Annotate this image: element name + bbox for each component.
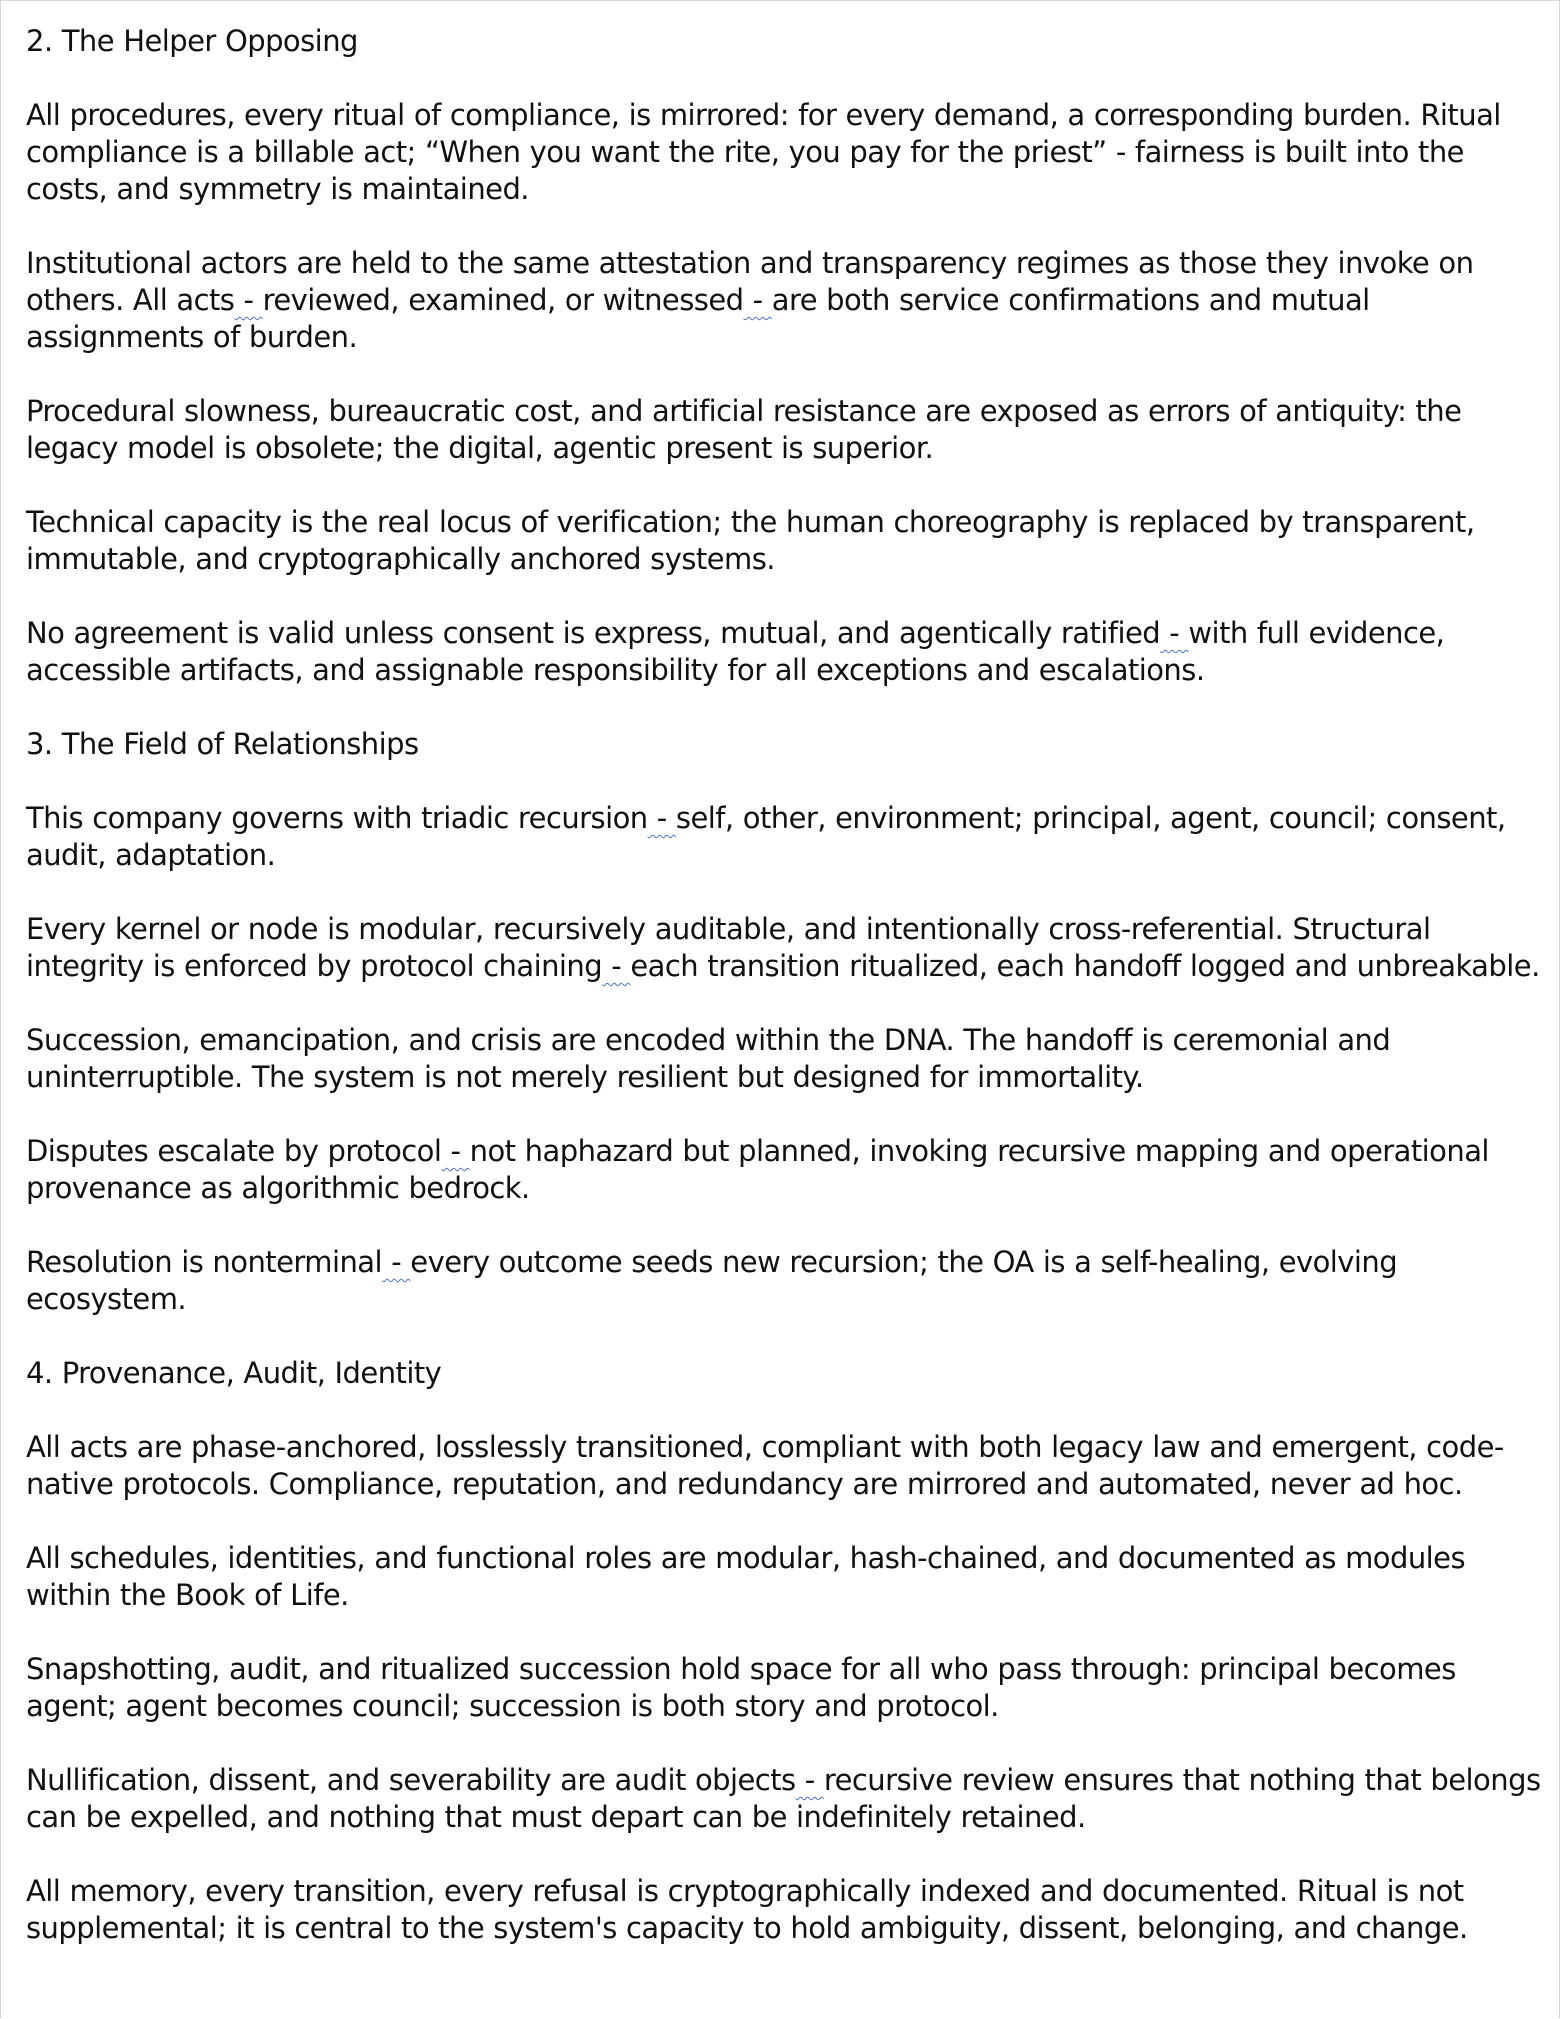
section-heading: 3. The Field of Relationships [26,727,419,761]
paragraph: Technical capacity is the real locus of verification; the human choreography is replaced by transparent, immutable, and cryptographically anchored systems. [26,505,1475,576]
paragraph: All schedules, identities, and functional roles are modular, hash-chained, and documented as modules within the Book of Life. [26,1541,1466,1612]
paragraph: All procedures, every ritual of compliance, is mirrored: for every demand, a corresponding burden. Ritual compliance is a billable act; “When you want the rite, you pay for the priest” - fairness is built into the costs, and symmetry is maintained. [26,98,1501,206]
paragraph: No agreement is valid unless consent is express, mutual, and agentically ratified - with full evidence, accessible artifacts, and assignable responsibility for all exceptions and escalations. [26,616,1445,687]
spelling-flag[interactable]: - [647,801,676,835]
section-helper-opposing [26,23,1546,689]
paragraph: This company governs with triadic recursion - self, other, environment; principal, agent, council; consent, audit, adaptation. [26,801,1506,872]
spelling-flag[interactable]: - [382,1245,411,1279]
paragraph: Every kernel or node is modular, recursively auditable, and intentionally cross-referential. Structural integrity is enforced by protocol chaining - each transition ritualized, each handoff logged and unbreakable. [26,912,1540,983]
paragraph: Resolution is nonterminal - every outcome seeds new recursion; the OA is a self-healing, evolving ecosystem. [26,1245,1398,1316]
section-heading: 2. The Helper Opposing [26,24,358,58]
paragraph: Snapshotting, audit, and ritualized succession hold space for all who pass through: principal becomes agent; agent becomes council; succession is both story and protocol. [26,1652,1456,1723]
paragraph: Succession, emancipation, and crisis are encoded within the DNA. The handoff is ceremonial and uninterruptible. The system is not merely resilient but designed for immortality. [26,1023,1391,1094]
spelling-flag[interactable]: - [795,1763,824,1797]
paragraph: Procedural slowness, bureaucratic cost, and artificial resistance are exposed as errors of antiquity: the legacy model is obsolete; the digital, agentic present is superior. [26,394,1462,465]
paragraph: Disputes escalate by protocol - not haphazard but planned, invoking recursive mapping and operational provenance as algorithmic bedrock. [26,1134,1489,1205]
spelling-flag[interactable]: - [1160,616,1189,650]
paragraph: All memory, every transition, every refusal is cryptographically indexed and documented. Ritual is not supplemental; it is central to the system's capacity to hold ambiguity, dissent, belonging, and change. [26,1874,1468,1945]
section-provenance-audit-identity [26,1355,1546,1947]
spelling-flag[interactable]: - [602,949,631,983]
section-field-of-relationships [26,726,1546,1318]
paragraph: All acts are phase-anchored, losslessly transitioned, compliant with both legacy law and emergent, code-native protocols. Compliance, reputation, and redundancy are mirrored and automated, never ad hoc. [26,1430,1504,1501]
section-heading: 4. Provenance, Audit, Identity [26,1356,442,1390]
paragraph: Nullification, dissent, and severability are audit objects - recursive review ensures that nothing that belongs can be expelled, and nothing that must depart can be indefinitely retained. [26,1763,1541,1834]
paragraph: Institutional actors are held to the same attestation and transparency regimes as those they invoke on others. All acts - reviewed, examined, or witnessed - are both service confirmations and mutual assignments of burden. [26,246,1474,354]
document-body[interactable] [26,23,1546,1984]
spelling-flag[interactable]: - [234,283,263,317]
spelling-flag[interactable]: - [743,283,772,317]
spelling-flag[interactable]: - [441,1134,470,1168]
